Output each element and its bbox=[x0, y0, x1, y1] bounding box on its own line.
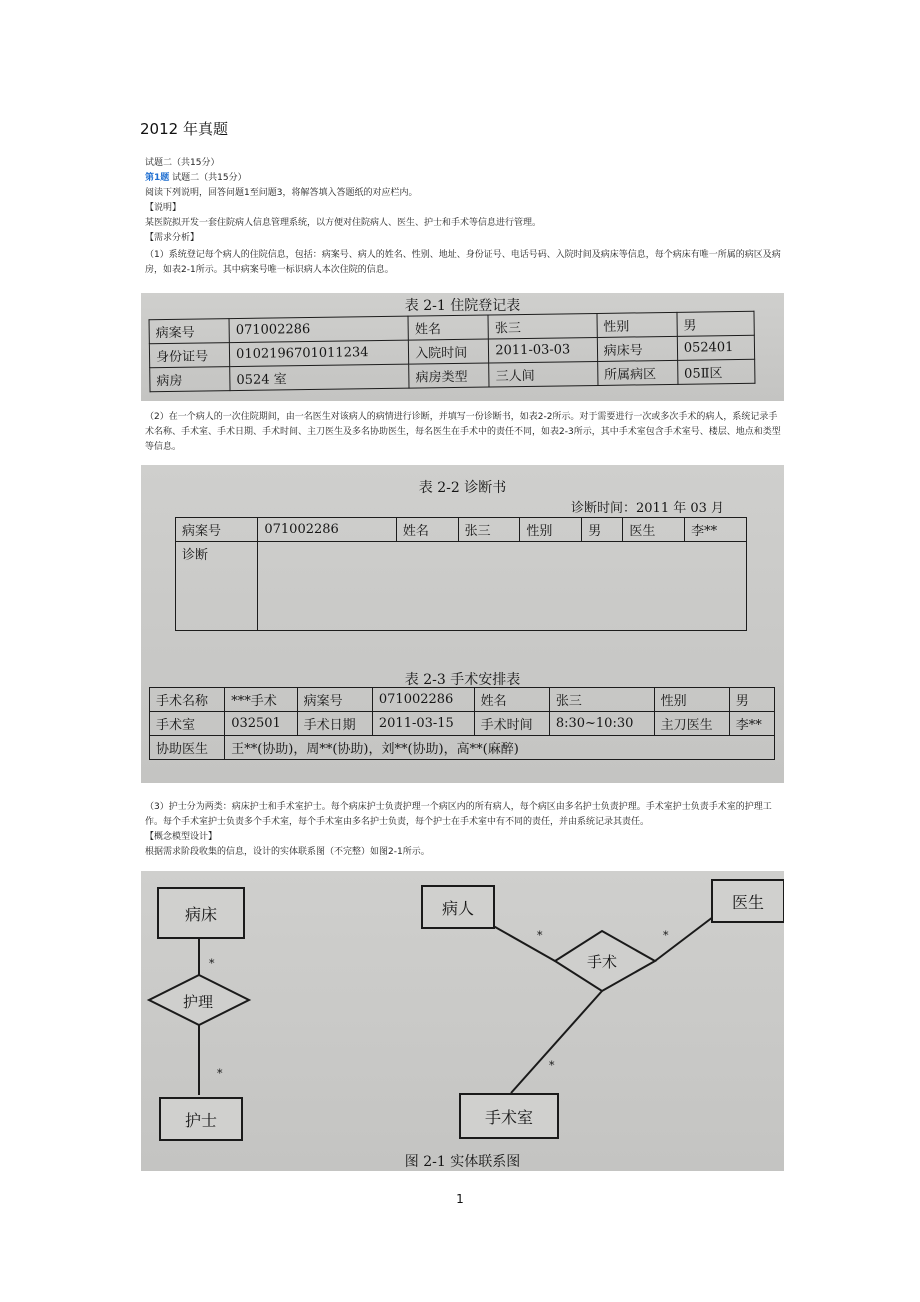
table-cell: 病案号 bbox=[176, 518, 258, 542]
cardinality-star: * bbox=[663, 929, 669, 942]
instruction: 阅读下列说明，回答问题1至问题3，将解答填入答题纸的对应栏内。 bbox=[145, 188, 418, 198]
cardinality-star: * bbox=[537, 929, 543, 942]
table-cell: 病房类型 bbox=[409, 363, 489, 388]
table-2-3 bbox=[149, 687, 775, 760]
requirement-2: （2）在一个病人的一次住院期间，由一名医生对该病人的病情进行诊断，并填写一份诊断书，如表2-2所示。对于需要进行一次或多次手术的病人，系统记录手术名称、手术室、手术日期、手术时间、主刀医生及多名协助医生，每名医生在手术中的责任不同，如表2-3所示，其中手术室包含手术室号、楼层、地点和类型等信息。 bbox=[145, 412, 781, 452]
table-cell: 病房 bbox=[150, 367, 230, 392]
cardinality-star: * bbox=[549, 1059, 555, 1072]
question-header bbox=[145, 156, 785, 246]
table-cell: 032501 bbox=[225, 712, 297, 736]
question-title: 试题二（共15分） bbox=[172, 173, 247, 183]
table-row bbox=[176, 518, 747, 542]
table-cell: 2011-03-03 bbox=[489, 337, 598, 363]
table-cell: 071002286 bbox=[258, 518, 396, 542]
exam-line: 试题二（共15分） bbox=[145, 158, 220, 168]
table-2-2-caption: 表 2-2 诊断书 bbox=[418, 480, 507, 496]
table-cell: 协助医生 bbox=[150, 736, 225, 760]
table-cell: 手术日期 bbox=[297, 712, 372, 736]
table-2-3-caption: 表 2-3 手术安排表 bbox=[404, 672, 521, 688]
table-row bbox=[150, 736, 775, 760]
table-cell: 071002286 bbox=[229, 316, 408, 342]
requirement-3: （3）护士分为两类：病床护士和手术室护士。每个病床护士负责护理一个病区内的所有病人，每个病区由多名护士负责护理。手术室护士负责手术室的护理工作。每个手术室护士负责多个手术室，每个手术室由多名护士负责，每个护士在手术室中有不同的责任，并由系统记录其责任。 bbox=[145, 802, 772, 827]
table-cell: 0102196701011234 bbox=[229, 340, 408, 366]
table-cell: 2011-03-15 bbox=[372, 712, 474, 736]
cardinality-star: * bbox=[209, 957, 215, 970]
table-cell: 男 bbox=[729, 688, 774, 712]
diagnosis-content bbox=[258, 542, 747, 631]
table-cell: 性别 bbox=[654, 688, 729, 712]
table-cell: 张三 bbox=[488, 313, 597, 339]
table-cell: 手术时间 bbox=[474, 712, 549, 736]
explain-label: 【说明】 bbox=[145, 203, 182, 213]
diagnosis-date: 诊断时间：2011 年 03 月 bbox=[571, 501, 725, 516]
table-cell: 三人间 bbox=[489, 361, 598, 387]
table-2-2-and-2-3-photo bbox=[141, 465, 784, 783]
diagnosis-label: 诊断 bbox=[176, 542, 258, 631]
question-title-line bbox=[145, 171, 785, 186]
table-row bbox=[150, 712, 775, 736]
table-cell: 张三 bbox=[549, 688, 654, 712]
er-diagram-photo bbox=[141, 871, 784, 1171]
table-2-1 bbox=[149, 311, 756, 392]
table-cell: 性别 bbox=[520, 518, 582, 542]
table-cell: 姓名 bbox=[474, 688, 549, 712]
table-cell: 病床号 bbox=[597, 336, 677, 361]
table-2-1-photo bbox=[141, 293, 784, 401]
table-cell: 李** bbox=[729, 712, 774, 736]
table-2-1-caption: 表 2-1 住院登记表 bbox=[404, 298, 521, 314]
table-cell: 姓名 bbox=[396, 518, 458, 542]
requirements-label: 【需求分析】 bbox=[145, 233, 200, 243]
table-cell: 所属病区 bbox=[597, 360, 677, 385]
concept-label: 【概念模型设计】 bbox=[145, 832, 218, 842]
table-cell: 张三 bbox=[458, 518, 520, 542]
entity-patient: 病人 bbox=[421, 885, 495, 929]
entity-doctor: 医生 bbox=[711, 879, 784, 923]
table-cell: 男 bbox=[677, 311, 755, 336]
requirement-1: （1）系统登记每个病人的住院信息，包括：病案号、病人的姓名、性别、地址、身份证号、电话号码、入院时间及病床等信息，每个病床有唯一所属的病区及病房，如表2-1所示。其中病案号唯一标识病人本次住院的信息。 bbox=[145, 250, 781, 275]
table-cell: 病案号 bbox=[149, 319, 229, 344]
entity-nurse: 护士 bbox=[159, 1097, 243, 1141]
table-cell: 姓名 bbox=[408, 315, 488, 340]
table-cell: 8:30~10:30 bbox=[549, 712, 654, 736]
table-cell: 071002286 bbox=[372, 688, 474, 712]
explain-text: 某医院拟开发一套住院病人信息管理系统，以方便对住院病人、医生、护士和手术等信息进行管理。 bbox=[145, 218, 542, 228]
table-cell: 05Ⅱ区 bbox=[677, 359, 755, 384]
page-number: 1 bbox=[456, 1192, 464, 1206]
table-cell: 医生 bbox=[623, 518, 685, 542]
table-cell: 男 bbox=[582, 518, 623, 542]
table-cell: 手术室 bbox=[150, 712, 225, 736]
table-cell: 王**(协助)，周**(协助)，刘**(协助)，高**(麻醉) bbox=[225, 736, 775, 760]
relationship-nursing-label: 护理 bbox=[183, 993, 214, 1011]
relationship-surgery-label: 手术 bbox=[587, 953, 618, 971]
table-row bbox=[150, 688, 775, 712]
entity-bed: 病床 bbox=[157, 887, 245, 939]
table-cell: 入院时间 bbox=[409, 339, 489, 364]
cardinality-star: * bbox=[217, 1067, 223, 1080]
question-number[interactable]: 第1题 bbox=[145, 173, 170, 183]
table-cell: 主刀医生 bbox=[654, 712, 729, 736]
entity-operating-room: 手术室 bbox=[459, 1093, 559, 1139]
table-cell: 病案号 bbox=[297, 688, 372, 712]
table-cell: 李** bbox=[685, 518, 747, 542]
table-cell: 052401 bbox=[677, 335, 755, 360]
er-caption: 图 2-1 实体联系图 bbox=[404, 1154, 521, 1170]
table-cell: 身份证号 bbox=[149, 343, 229, 368]
concept-text: 根据需求阶段收集的信息，设计的实体联系图（不完整）如图2-1所示。 bbox=[145, 847, 430, 857]
table-2-2 bbox=[175, 517, 747, 631]
table-cell: ***手术 bbox=[225, 688, 297, 712]
table-cell: 0524 室 bbox=[230, 364, 409, 390]
page-title: 2012 年真题 bbox=[140, 120, 228, 138]
table-cell: 性别 bbox=[597, 312, 677, 337]
table-cell: 手术名称 bbox=[150, 688, 225, 712]
table-row bbox=[176, 542, 747, 631]
